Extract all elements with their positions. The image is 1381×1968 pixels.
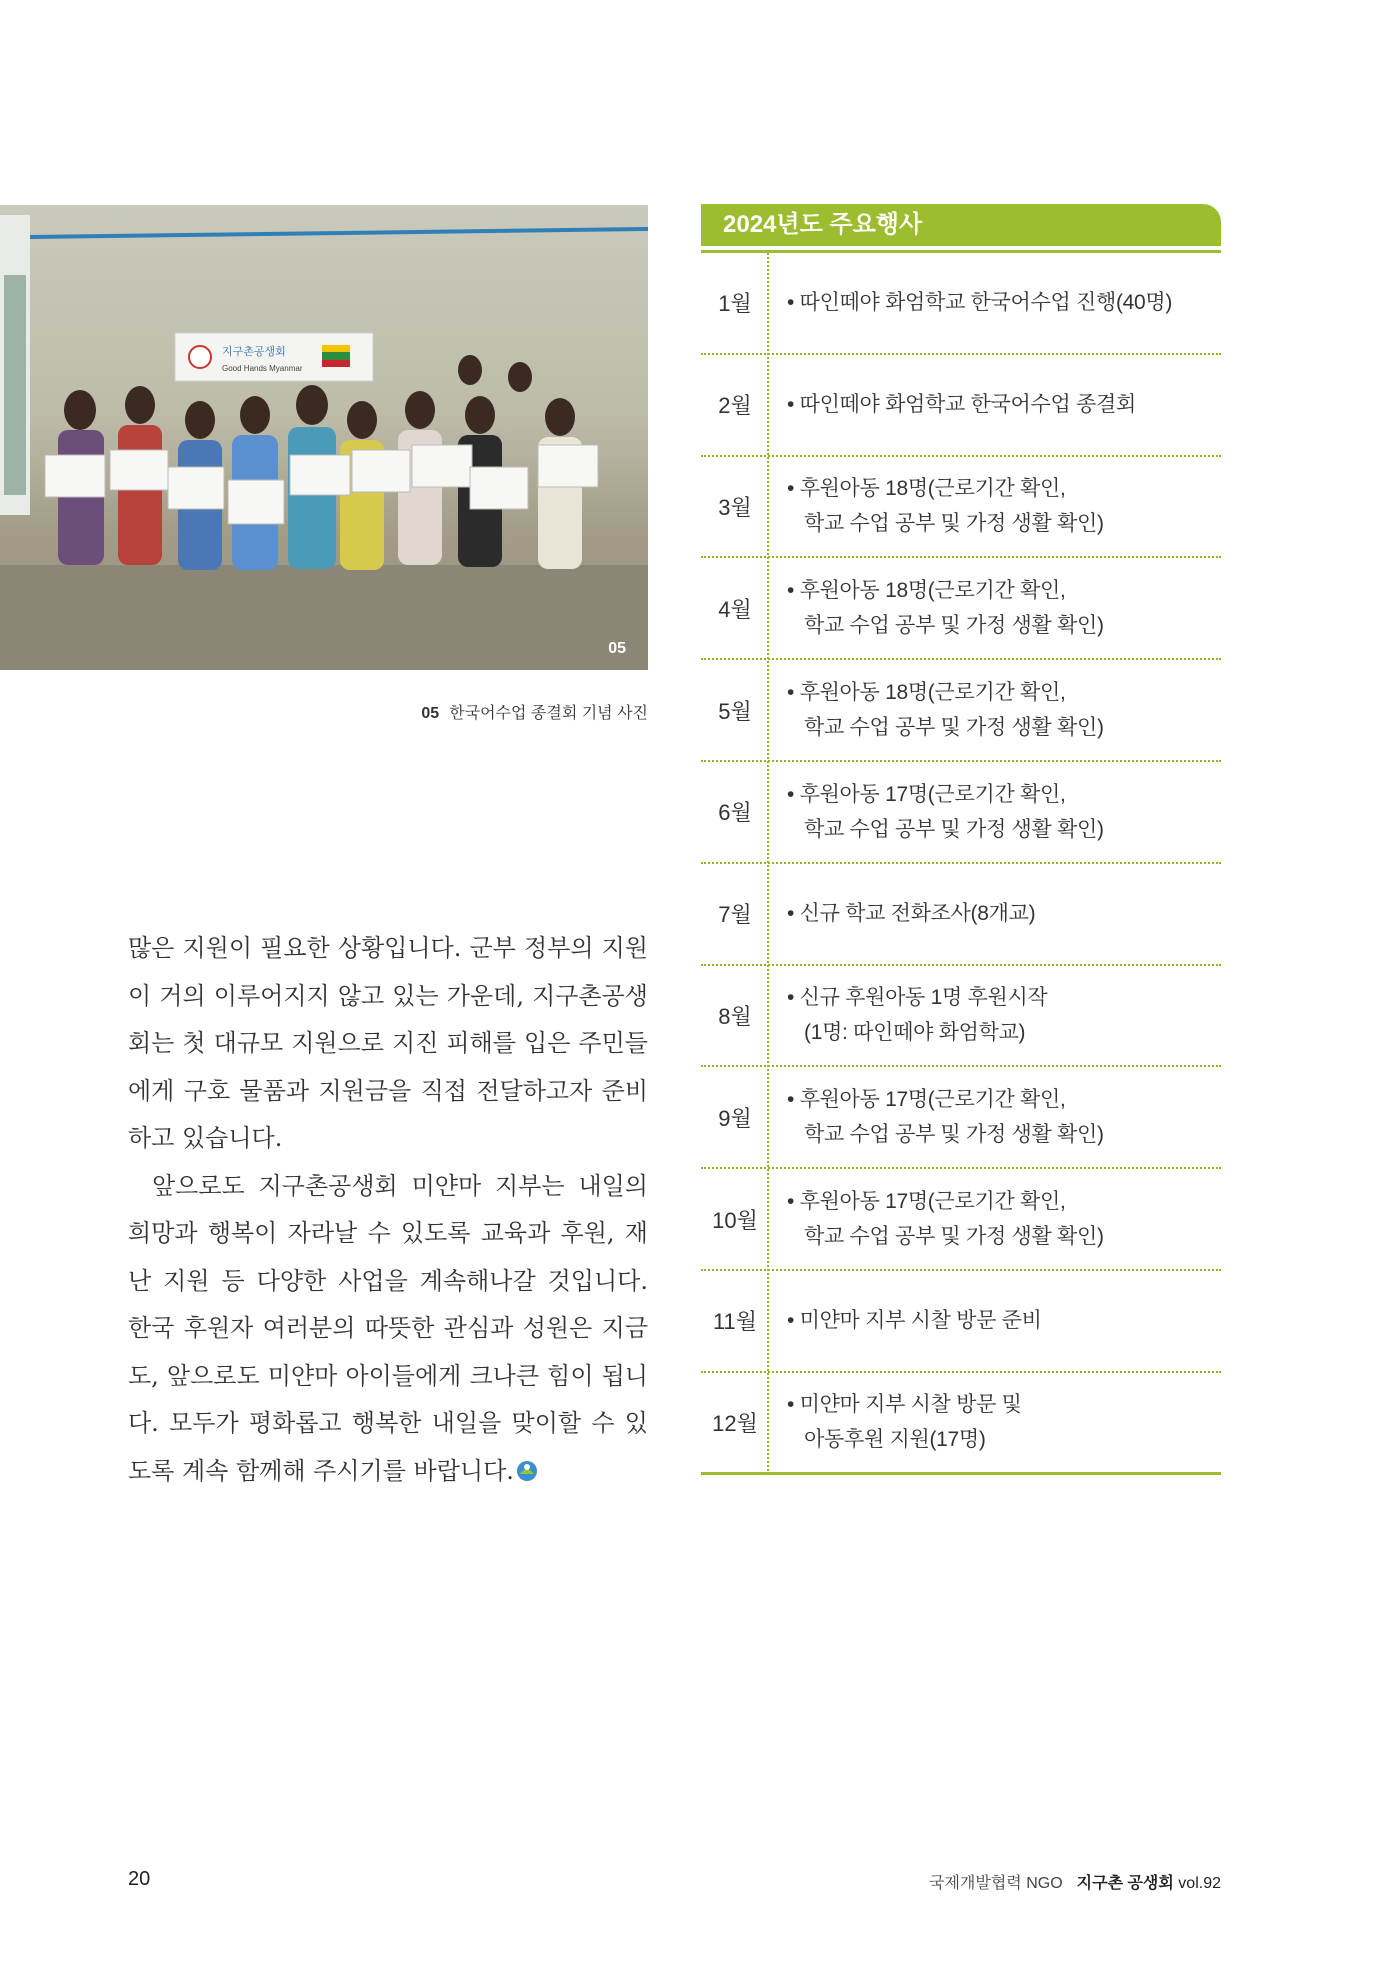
schedule-box <box>701 204 1221 1475</box>
magazine-name: 지구촌 공생회 <box>1076 1875 1174 1892</box>
org-logo-icon <box>516 1460 538 1482</box>
footer-publisher: 국제개발협력 NGO <box>929 1875 1063 1892</box>
schedule-month: 3월 <box>718 494 752 520</box>
event-line: 학교 수업 공부 및 가정 생활 확인) <box>804 716 1104 740</box>
event-line: • 후원아동 18명(근로기간 확인, <box>787 681 1066 705</box>
event-line: 아동후원 지원(17명) <box>804 1428 986 1452</box>
banner-sub-text: Good Hands Myanmar <box>222 364 303 373</box>
event-line: • 미얀마 지부 시찰 방문 준비 <box>787 1309 1042 1333</box>
schedule-table <box>701 253 1221 1475</box>
korea-flag <box>189 346 211 368</box>
page-number: 20 <box>128 1868 151 1890</box>
schedule-event <box>769 896 1035 931</box>
event-line: 학교 수업 공부 및 가정 생활 확인) <box>804 1225 1104 1249</box>
event-line: • 따인떼야 화엄학교 한국어수업 종결회 <box>787 393 1136 417</box>
schedule-row <box>701 1067 1221 1169</box>
event-line: 학교 수업 공부 및 가정 생활 확인) <box>804 817 1104 841</box>
footer-publication <box>929 1870 1221 1893</box>
schedule-event <box>769 980 1047 1050</box>
schedule-month: 9월 <box>718 1105 752 1131</box>
event-line: (1명: 따인떼야 화엄학교) <box>804 1021 1026 1045</box>
paragraph-2 <box>128 1163 648 1496</box>
event-line: • 미얀마 지부 시찰 방문 및 <box>787 1393 1022 1417</box>
schedule-month: 11월 <box>712 1309 758 1335</box>
schedule-row <box>701 1169 1221 1271</box>
group-photo <box>0 205 648 670</box>
schedule-row <box>701 253 1221 355</box>
schedule-event <box>769 675 1104 745</box>
schedule-row <box>701 864 1221 966</box>
schedule-event <box>769 387 1136 422</box>
schedule-month: 4월 <box>718 596 752 622</box>
schedule-row <box>701 457 1221 559</box>
wall-pipe <box>30 229 648 237</box>
schedule-event <box>769 1184 1104 1254</box>
schedule-event <box>769 1082 1104 1152</box>
schedule-month: 5월 <box>718 698 752 724</box>
schedule-event <box>769 1387 1022 1457</box>
event-line: • 신규 후원아동 1명 후원시작 <box>787 986 1048 1010</box>
banner-org-text: 지구촌공생회 <box>222 346 286 358</box>
event-line: 학교 수업 공부 및 가정 생활 확인) <box>804 614 1104 638</box>
schedule-row <box>701 660 1221 762</box>
schedule-month: 8월 <box>718 1003 752 1029</box>
schedule-month: 12월 <box>712 1410 758 1436</box>
schedule-month: 1월 <box>718 291 752 317</box>
schedule-event <box>769 1303 1042 1338</box>
schedule-month: 6월 <box>718 800 752 826</box>
caption-number: 05 <box>421 705 440 722</box>
event-line: • 따인떼야 화엄학교 한국어수업 진행(40명) <box>787 291 1173 315</box>
event-line: 학교 수업 공부 및 가정 생활 확인) <box>804 512 1104 536</box>
photo-caption <box>300 700 648 723</box>
event-line: • 후원아동 17명(근로기간 확인, <box>787 1088 1066 1112</box>
event-line: 학교 수업 공부 및 가정 생활 확인) <box>804 1123 1104 1147</box>
schedule-event <box>769 777 1104 847</box>
schedule-row <box>701 762 1221 864</box>
caption-text: 한국어수업 종결회 기념 사진 <box>449 705 648 722</box>
schedule-title: 2024년도 주요행사 <box>701 204 1221 246</box>
schedule-event <box>769 573 1104 643</box>
schedule-month: 2월 <box>718 393 752 419</box>
magazine-volume: vol.92 <box>1178 1875 1221 1892</box>
schedule-event <box>769 285 1172 320</box>
paragraph-2-text: 앞으로도 지구촌공생회 미얀마 지부는 내일의 희망과 행복이 자라날 수 있도록 교육과 후원, 재난 지원 등 다양한 사업을 계속해나갈 것입니다. 한국 후원자 여러분의 따뜻한 관심과 성원은 지금도, 앞으로도 미얀마 아이들에게 크나큰 힘이 됩니다. 모두가 평화롭고 행복한 내일을 맞이할 수 있도록 계속 함께해 주시기를 바랍니다. <box>128 1171 648 1485</box>
schedule-row <box>701 1271 1221 1373</box>
event-line: • 후원아동 17명(근로기간 확인, <box>787 782 1066 806</box>
schedule-event <box>769 471 1104 541</box>
window-glass <box>4 275 26 495</box>
floor <box>0 565 648 670</box>
article-body <box>128 925 648 1495</box>
footer-magazine <box>1077 1875 1221 1892</box>
event-line: • 후원아동 18명(근로기간 확인, <box>787 477 1066 501</box>
schedule-row <box>701 1373 1221 1475</box>
event-line: • 후원아동 17명(근로기간 확인, <box>787 1190 1066 1214</box>
schedule-row <box>701 558 1221 660</box>
event-line: • 후원아동 18명(근로기간 확인, <box>787 579 1066 603</box>
paragraph-1: 많은 지원이 필요한 상황입니다. 군부 정부의 지원이 거의 이루어지지 않고 있는 가운데, 지구촌공생회는 첫 대규모 지원으로 지진 피해를 입은 주민들에게 구호 물품과 지원금을 직접 전달하고자 준비하고 있습니다. <box>128 934 648 1152</box>
schedule-month: 10월 <box>712 1207 758 1233</box>
event-line: • 신규 학교 전화조사(8개교) <box>787 902 1036 926</box>
schedule-month: 7월 <box>718 902 752 928</box>
photo-number: 05 <box>608 640 626 657</box>
schedule-row <box>701 355 1221 457</box>
photo-illustration <box>0 205 648 670</box>
schedule-row <box>701 966 1221 1068</box>
